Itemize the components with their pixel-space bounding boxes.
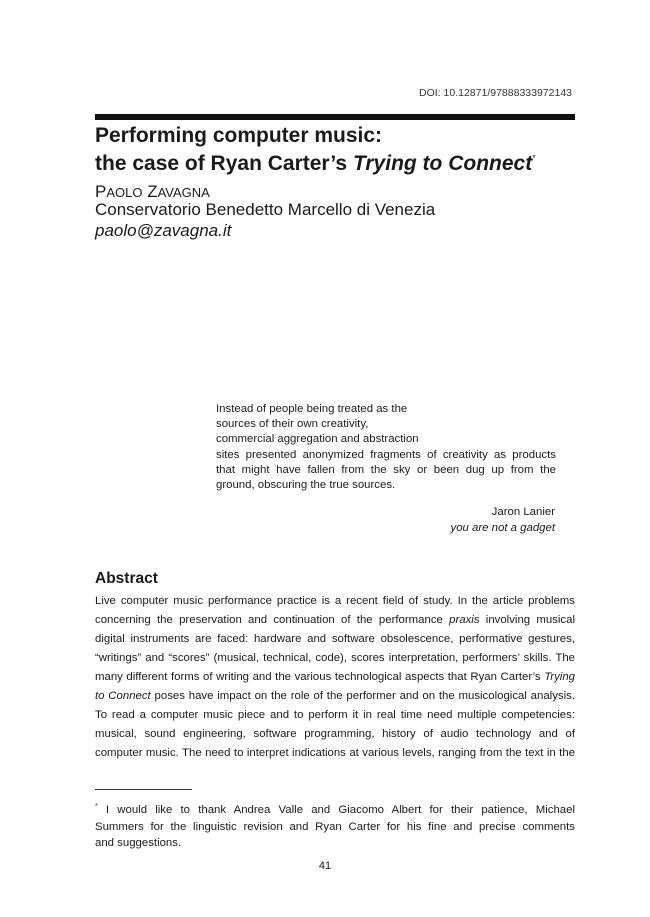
epigraph-line: ground, obscuring the true sources.	[216, 479, 396, 492]
abstract-heading: Abstract	[95, 570, 158, 587]
author-first-rest: AOLO	[106, 185, 143, 200]
title-line-1: Performing computer music:	[95, 124, 383, 147]
epigraph-work: you are not a gadget	[450, 521, 555, 534]
footnote	[95, 799, 575, 852]
footnote-rule	[95, 789, 192, 790]
author-first-initial: P	[95, 182, 107, 201]
author-last-rest: AVAGNA	[157, 185, 210, 200]
author-email: paolo@zavagna.it	[95, 221, 232, 240]
abstract-line: to Connect poses have impact on the role of the performer and on the musicological analysis.	[95, 690, 575, 702]
abstract-line: computer music. The need to interpret indications at various levels, ranging from the text in the	[95, 747, 575, 759]
footnote-line: and suggestions.	[95, 837, 182, 849]
footnote-line: * I would like to thank Andrea Valle and Giacomo Albert for their patience, Michael	[95, 803, 575, 816]
abstract-line: Live computer music performance practice is a recent field of study. In the article problems	[95, 595, 575, 607]
epigraph-line: commercial aggregation and abstraction	[216, 433, 419, 446]
title-footnote-mark: *	[532, 153, 536, 163]
epigraph	[216, 402, 556, 493]
abstract-line: To read a computer music piece and to perform it in real time need multiple competencies:	[95, 709, 575, 721]
author-last-initial: Z	[147, 182, 158, 201]
epigraph-line: Instead of people being treated as the	[216, 403, 408, 415]
title-line-2	[95, 147, 575, 175]
abstract-line: “writings” and “scores” (musical, technical, code), scores interpretation, performers’ skills. The	[95, 652, 575, 664]
title-rule	[95, 114, 575, 120]
abstract-line: musical, sound engineering, software programming, history of audio technology and of	[95, 728, 575, 740]
epigraph-line: that might have fallen from the sky or been dug up from the	[216, 463, 556, 476]
epigraph-attribution	[451, 505, 556, 536]
epigraph-line: sites presented anonymized fragments of creativity as products	[216, 448, 556, 461]
author-affiliation: Conservatorio Benedetto Marcello di Venezia	[95, 200, 436, 219]
abstract-line: concerning the preservation and continuation of the performance praxis involving musical	[95, 614, 575, 626]
abstract-line: digital instruments are faced: hardware and software obsolescence, performative gestures,	[95, 633, 575, 645]
abstract-line: many different forms of writing and the various technological aspects that Ryan Carter’s Trying	[95, 671, 575, 683]
title-line-2-prefix: the case of Ryan Carter’s	[95, 152, 353, 175]
paper-title	[95, 124, 575, 175]
footnote-line: Summers for the linguistic revision and Ryan Carter for his fine and precise comments	[95, 820, 575, 833]
epigraph-author: Jaron Lanier	[491, 506, 555, 518]
title-line-2-italic: Trying to Connect	[352, 152, 533, 175]
footnote-mark: *	[95, 803, 98, 810]
page-number: 41	[318, 860, 332, 872]
doi: DOI: 10.12871/97888333972143	[419, 87, 572, 99]
epigraph-line: sources of their own creativity,	[216, 418, 369, 431]
abstract-body	[95, 592, 575, 763]
